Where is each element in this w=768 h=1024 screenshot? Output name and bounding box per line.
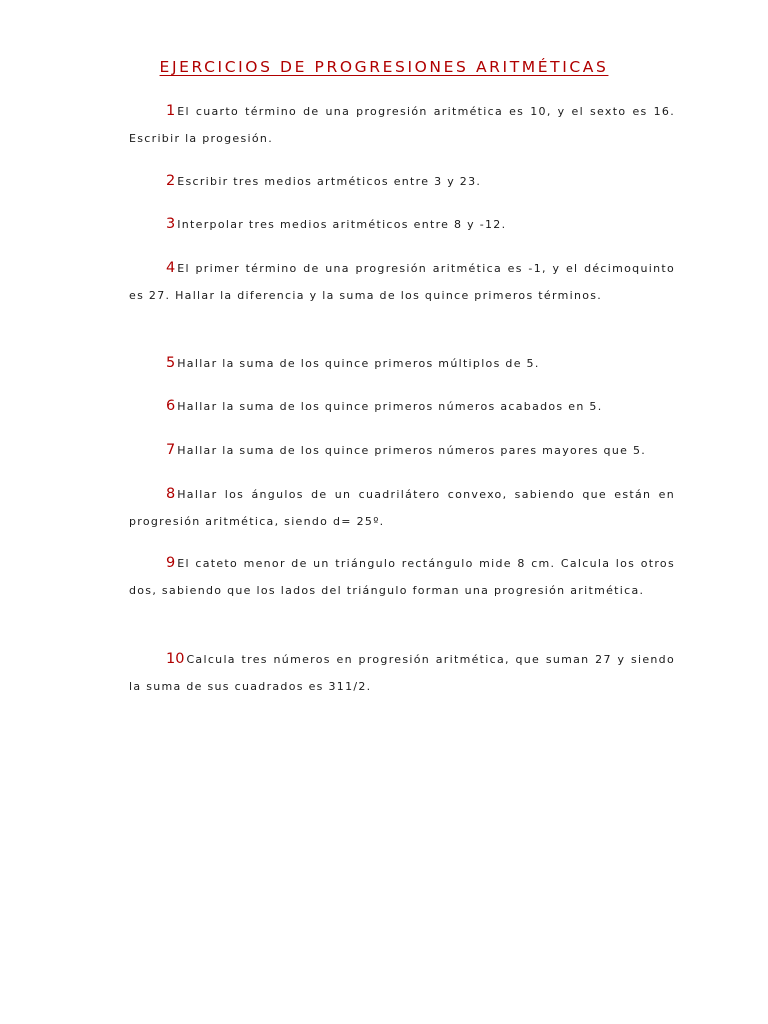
exercise-3 — [129, 211, 675, 239]
exercise-text: El cateto menor de un triángulo rectángulo mide 8 cm. Calcula los otros dos, sabiendo que los lados del triángulo forman una progresión aritmética. — [129, 557, 675, 597]
exercise-text: Hallar la suma de los quince primeros números pares mayores que 5. — [177, 444, 647, 457]
exercise-number: 4 — [166, 260, 176, 276]
exercise-5 — [129, 350, 675, 378]
exercise-2 — [129, 168, 675, 196]
exercise-number: 8 — [166, 486, 176, 502]
exercise-number: 2 — [166, 173, 176, 189]
exercise-8 — [129, 481, 675, 535]
exercise-number: 7 — [166, 442, 176, 458]
exercise-10 — [129, 646, 675, 700]
exercise-9 — [129, 550, 675, 604]
exercise-text: Hallar la suma de los quince primeros múltiplos de 5. — [177, 357, 540, 370]
exercise-number: 6 — [166, 398, 176, 414]
exercise-number: 5 — [166, 355, 176, 371]
exercise-text: El cuarto término de una progresión aritmética es 10, y el sexto es 16. Escribir la progesión. — [129, 105, 675, 145]
exercise-4 — [129, 255, 675, 309]
exercise-1 — [129, 98, 675, 152]
exercise-text: Hallar los ángulos de un cuadrilátero convexo, sabiendo que están en progresión aritmética, siendo d= 25º. — [129, 488, 675, 528]
exercise-text: El primer término de una progresión aritmética es -1, y el décimoquinto es 27. Hallar la diferencia y la suma de los quince primeros términos. — [129, 262, 675, 302]
exercise-number: 9 — [166, 555, 176, 571]
exercise-7 — [129, 437, 675, 465]
exercise-number: 1 — [166, 103, 176, 119]
exercise-number: 3 — [166, 216, 176, 232]
exercise-text: Escribir tres medios artméticos entre 3 y 23. — [177, 175, 482, 188]
page-title: EJERCICIOS DE PROGRESIONES ARITMÉTICAS — [159, 58, 609, 76]
exercise-text: Calcula tres números en progresión aritmética, que suman 27 y siendo la suma de sus cuadrados es 311/2. — [129, 653, 675, 693]
exercise-text: Hallar la suma de los quince primeros números acabados en 5. — [177, 400, 603, 413]
exercise-number: 10 — [166, 651, 185, 667]
exercise-6 — [129, 393, 675, 421]
exercise-text: Interpolar tres medios aritméticos entre 8 y -12. — [177, 218, 507, 231]
